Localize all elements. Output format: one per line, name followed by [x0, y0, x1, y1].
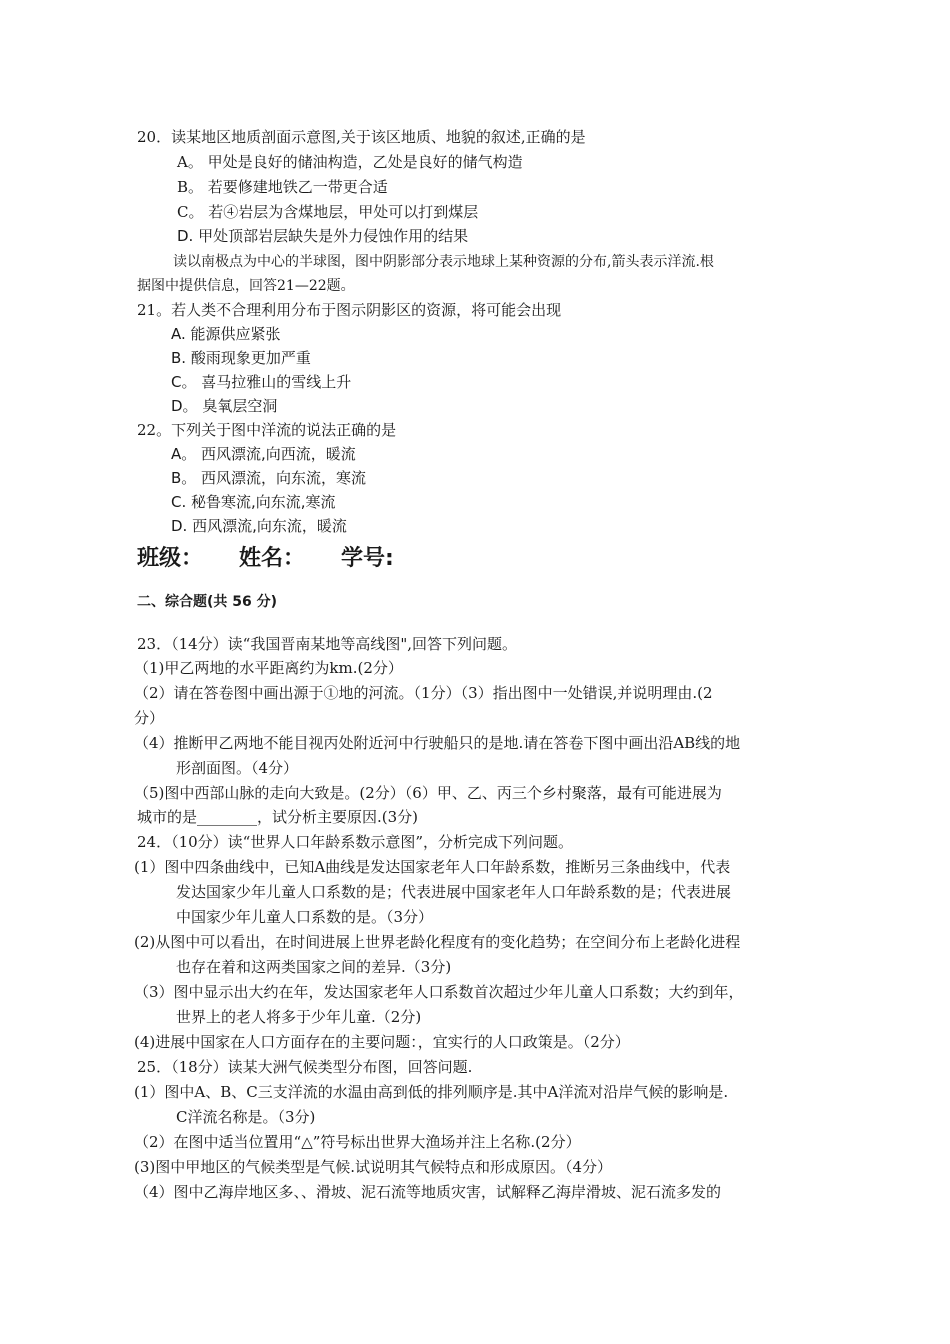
q22-option-d: D. 西风漂流,向东流，暖流 — [171, 517, 347, 535]
q21-option-d: D。 臭氧层空洞 — [171, 397, 278, 415]
intro-21-22-line2: 据图中提供信息，回答21—22题。 — [137, 278, 355, 294]
q21-option-a: A. 能源供应紧张 — [171, 325, 281, 343]
q20-option-d: D. 甲处顶部岩层缺失是外力侵蚀作用的结果 — [177, 227, 469, 245]
q24-line: （3）图中显示出大约在年，发达国家老年人口系数首次超过少年儿童人口系数；大约到年， — [134, 983, 744, 1001]
q20-stem: 20．读某地区地质剖面示意图,关于该区地质、地貌的叙述,正确的是 — [137, 128, 586, 146]
q23-line: （2）请在答卷图中画出源于①地的河流。（1分）（3）指出图中一处错误,并说明理由.(2 — [134, 684, 713, 702]
q22-option-b: B。 西风漂流，向东流，寒流 — [171, 469, 367, 487]
q24-line: (4)进展中国家在人口方面存在的主要问题：，宜实行的人口政策是。（2分） — [134, 1033, 630, 1051]
q25-stem: 25．（18分）读某大洲气候类型分布图，回答问题. — [137, 1058, 473, 1076]
q20-option-a: A。 甲处是良好的储油构造，乙处是良好的储气构造 — [177, 153, 523, 171]
q24-line: 中国家少年儿童人口系数的是。（3分） — [176, 908, 434, 926]
q21-stem: 21。若人类不合理利用分布于图示阴影区的资源，将可能会出现 — [137, 301, 562, 319]
q25-line: （2）在图中适当位置用“△”符号标出世界大渔场并注上名称.(2分） — [134, 1133, 581, 1151]
q23-stem: 23．（14分）读“我国晋南某地等高线图",回答下列问题。 — [137, 635, 518, 653]
q22-option-a: A。 西风漂流,向西流，暖流 — [171, 445, 356, 463]
q25-line: (1）图中A、B、C三支洋流的水温由高到低的排列顺序是.其中A洋流对沿岸气候的影响是. — [134, 1083, 729, 1101]
q24-line: 世界上的老人将多于少年儿童.（2分) — [176, 1008, 422, 1026]
q23-line: 城市的是________，试分析主要原因.(3分) — [137, 808, 419, 826]
q23-line: 分） — [134, 709, 165, 727]
q24-stem: 24．（10分）读“世界人口年龄系数示意图”，分析完成下列问题。 — [137, 833, 574, 851]
q24-line: 也存在着和这两类国家之间的差异.（3分) — [176, 958, 452, 976]
q20-option-c: C。 若④岩层为含煤地层，甲处可以打到煤层 — [177, 203, 479, 221]
q22-option-c: C. 秘鲁寒流,向东流,寒流 — [171, 493, 336, 511]
q25-line: (3)图中甲地区的气候类型是气候.试说明其气候特点和形成原因。（4分） — [134, 1158, 613, 1176]
section2-title: 二、综合题(共 56 分) — [137, 594, 278, 610]
q24-line: (2)从图中可以看出，在时间进展上世界老龄化程度有的变化趋势；在空间分布上老龄化进程 — [134, 933, 741, 951]
q24-line: 发达国家少年儿童人口系数的是；代表进展中国家老年人口年龄系数的是；代表进展 — [176, 883, 732, 901]
student-id-label: 学号: — [341, 546, 394, 571]
name-label: 姓名： — [239, 546, 306, 571]
q25-line: C洋流名称是。（3分) — [176, 1108, 316, 1126]
q23-line: （5)图中西部山脉的走向大致是。(2分）（6）甲、乙、丙三个乡村聚落，最有可能进展为 — [134, 784, 722, 802]
q24-line: (1）图中四条曲线中，已知A曲线是发达国家老年人口年龄系数，推断另三条曲线中，代表 — [134, 858, 731, 876]
intro-21-22-line1: 读以南极点为中心的半球图，图中阴影部分表示地球上某种资源的分布,箭头表示洋流.根 — [173, 254, 714, 270]
q20-option-b: B。 若要修建地铁乙一带更合适 — [177, 178, 388, 196]
class-label: 班级： — [137, 546, 204, 571]
student-info — [137, 545, 394, 573]
q22-stem: 22。下列关于图中洋流的说法正确的是 — [137, 421, 397, 439]
q23-line: （1)甲乙两地的水平距离约为km.(2分） — [134, 659, 403, 677]
q23-line: （4）推断甲乙两地不能目视丙处附近河中行驶船只的是地.请在答卷下图中画出沿AB线的地 — [134, 734, 741, 752]
q23-line: 形剖面图。（4分） — [176, 759, 299, 777]
q21-option-c: C。 喜马拉雅山的雪线上升 — [171, 373, 352, 391]
q21-option-b: B. 酸雨现象更加严重 — [171, 349, 311, 367]
q25-line: （4）图中乙海岸地区多、、滑坡、泥石流等地质灾害，试解释乙海岸滑坡、泥石流多发的 — [134, 1183, 722, 1201]
